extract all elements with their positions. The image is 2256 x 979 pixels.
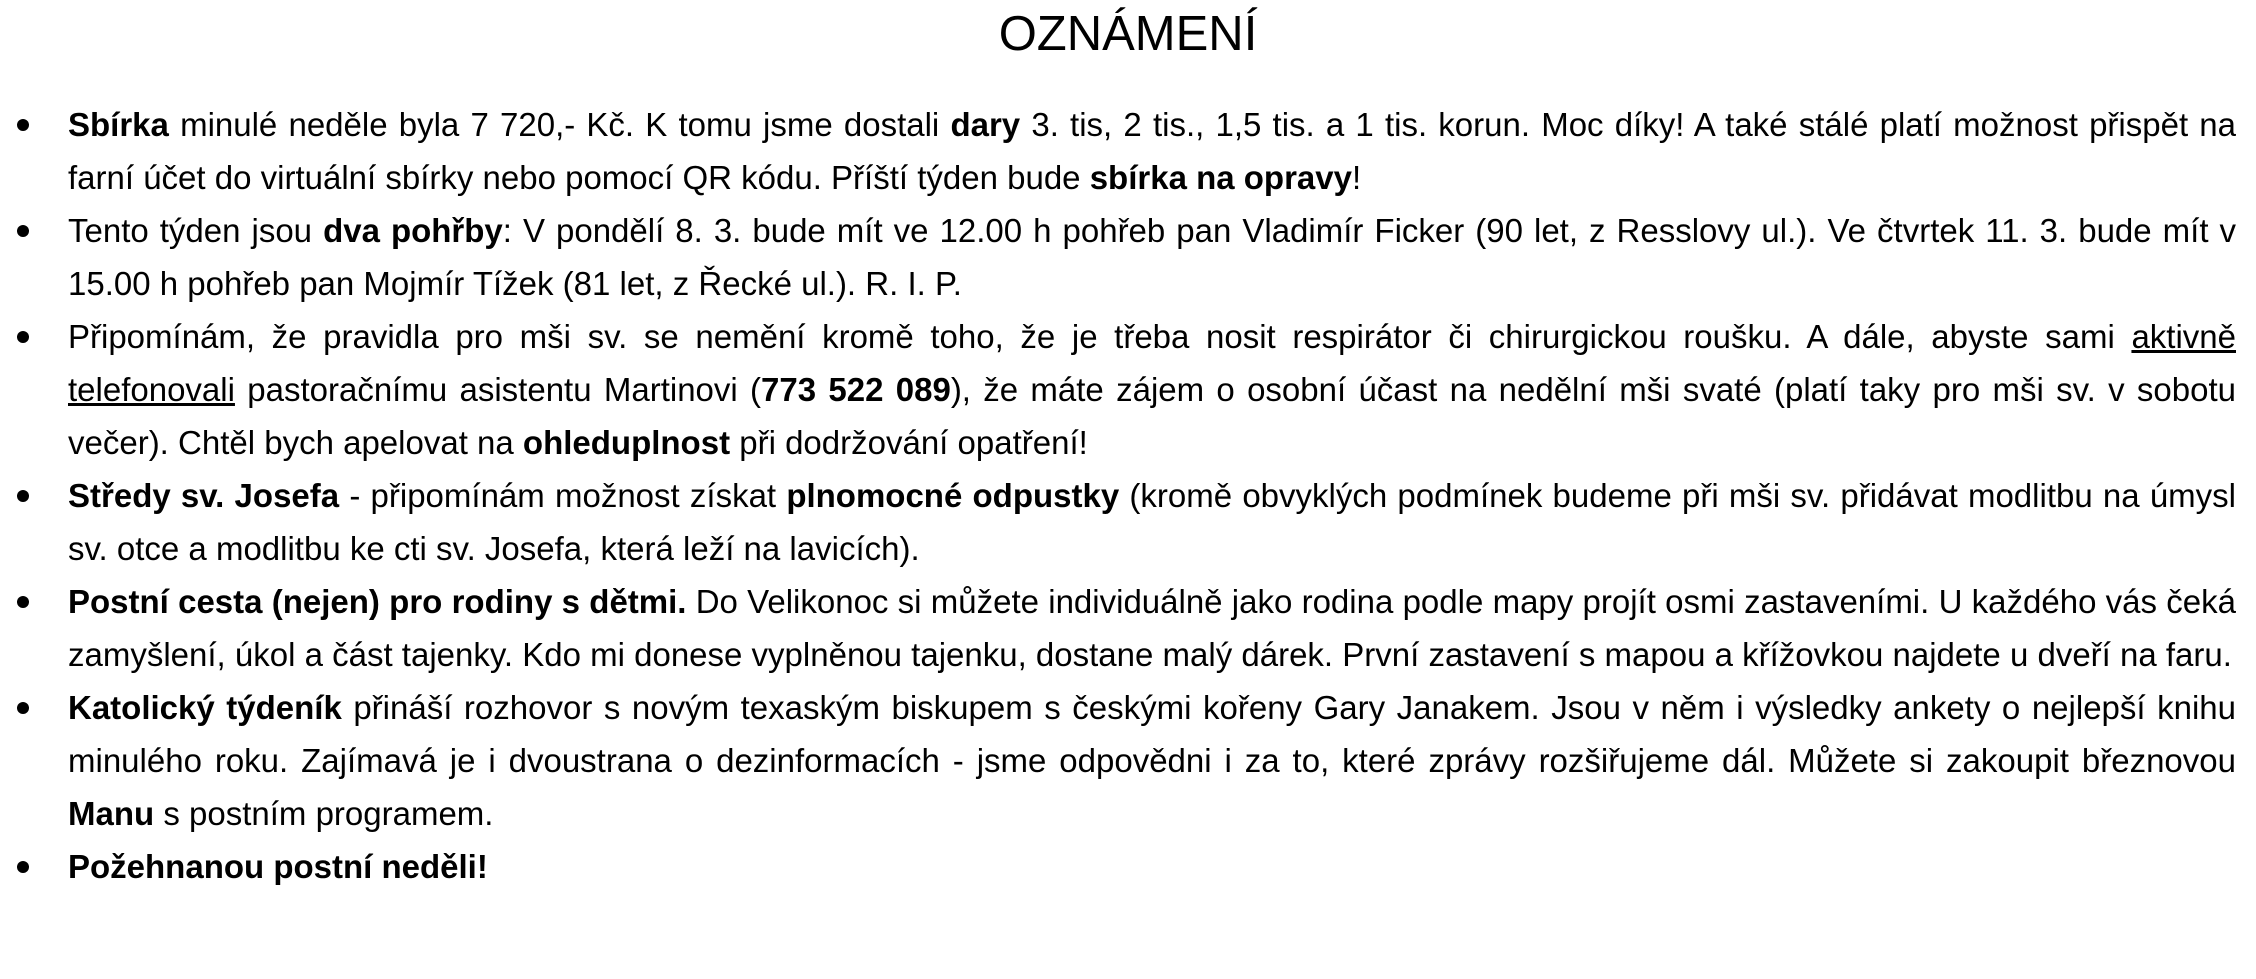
emphasis-text: Středy sv. Josefa xyxy=(68,477,340,514)
emphasis-text: 773 522 089 xyxy=(761,371,951,408)
emphasis-text: Katolický týdeník xyxy=(68,689,342,726)
emphasis-text: Požehnanou postní neděli! xyxy=(68,848,488,885)
page-title: OZNÁMENÍ xyxy=(998,7,1258,61)
body-text: minulé neděle byla 7 720,- Kč. K tomu jsme dostali xyxy=(168,106,951,143)
emphasis-text: sbírka na opravy xyxy=(1089,159,1352,196)
body-text: Do Velikonoc si můžete individuálně jako rodina podle mapy projít osmi zastaveními. U každého vás čeká zamyšlení, úkol a část tajenky. Kdo mi donese vyplněnou tajenku, dostane malý dárek. První zastavení s mapou a křížovkou najdete u dveří na faru. xyxy=(68,583,2236,673)
body-text: ! xyxy=(1352,159,1362,196)
announcement-text xyxy=(68,583,2236,673)
announcement-text xyxy=(68,477,2236,567)
emphasis-text: dva pohřby xyxy=(323,212,503,249)
announcement-list xyxy=(0,98,2256,893)
body-text: při dodržování opatření! xyxy=(730,424,1088,461)
bullet-icon xyxy=(17,490,29,502)
body-text: ), že máte zájem o osobní účast na nedělní mši svaté (platí taky pro mši sv. v sobotu večer). Chtěl bych apelovat na xyxy=(68,371,2236,461)
announcement-text xyxy=(68,848,488,885)
bullet-icon xyxy=(17,119,29,131)
bullet-icon xyxy=(17,225,29,237)
body-text: - připomínám možnost získat xyxy=(339,477,787,514)
emphasis-text: Postní cesta (nejen) pro rodiny s dětmi. xyxy=(68,583,687,620)
underlined-text: aktivně telefonovali xyxy=(68,318,2236,408)
announcement-item xyxy=(0,310,2236,469)
bullet-icon xyxy=(17,702,29,714)
body-text: pastoračnímu asistentu Martinovi ( xyxy=(234,371,762,408)
body-text: 3. tis, 2 tis., 1,5 tis. a 1 tis. korun. Moc díky! A také stálé platí možnost přispět na farní účet do virtuální sbírky nebo pomocí QR kódu. Příští týden bude xyxy=(68,106,2237,196)
bullet-icon xyxy=(17,331,29,343)
emphasis-text: plnomocné odpustky xyxy=(786,477,1120,514)
bullet-icon xyxy=(17,596,29,608)
announcement-item xyxy=(0,681,2236,840)
emphasis-text: Sbírka xyxy=(68,106,169,143)
emphasis-text: Manu xyxy=(68,795,155,832)
announcement-item xyxy=(0,575,2236,681)
announcement-text xyxy=(68,106,2236,196)
bullet-icon xyxy=(17,861,29,873)
body-text: přináší rozhovor s novým texaským biskupem s českými kořeny Gary Janakem. Jsou v něm i výsledky ankety o nejlepší knihu minulého roku. Zajímavá je i dvoustrana o dezinformacích - jsme odpovědni i za to, které zprávy rozšiřujeme dál. Můžete si zakoupit březnovou xyxy=(68,689,2236,779)
announcement-item xyxy=(0,840,2236,893)
announcement-item xyxy=(0,204,2236,310)
announcement-text xyxy=(68,212,2236,302)
body-text: Připomínám, že pravidla pro mši sv. se nemění kromě toho, že je třeba nosit respirátor či chirurgickou roušku. A dále, abyste sami xyxy=(68,318,2132,355)
announcement-text xyxy=(68,318,2236,461)
body-text: (kromě obvyklých podmínek budeme při mši sv. přidávat modlitbu na úmysl sv. otce a modlitbu ke cti sv. Josefa, která leží na lavicích). xyxy=(68,477,2237,567)
announcement-item xyxy=(0,469,2236,575)
emphasis-text: ohleduplnost xyxy=(522,424,731,461)
body-text: s postním programem. xyxy=(154,795,494,832)
body-text: Tento týden jsou xyxy=(68,212,324,249)
announcement-item xyxy=(0,98,2236,204)
announcement-text xyxy=(68,689,2236,832)
body-text: : V pondělí 8. 3. bude mít ve 12.00 h pohřeb pan Vladimír Ficker (90 let, z Resslovy ul.). Ve čtvrtek 11. 3. bude mít v 15.00 h pohřeb pan Mojmír Tížek (81 let, z Řecké ul.). R. I. P. xyxy=(68,212,2237,302)
emphasis-text: dary xyxy=(950,106,1021,143)
